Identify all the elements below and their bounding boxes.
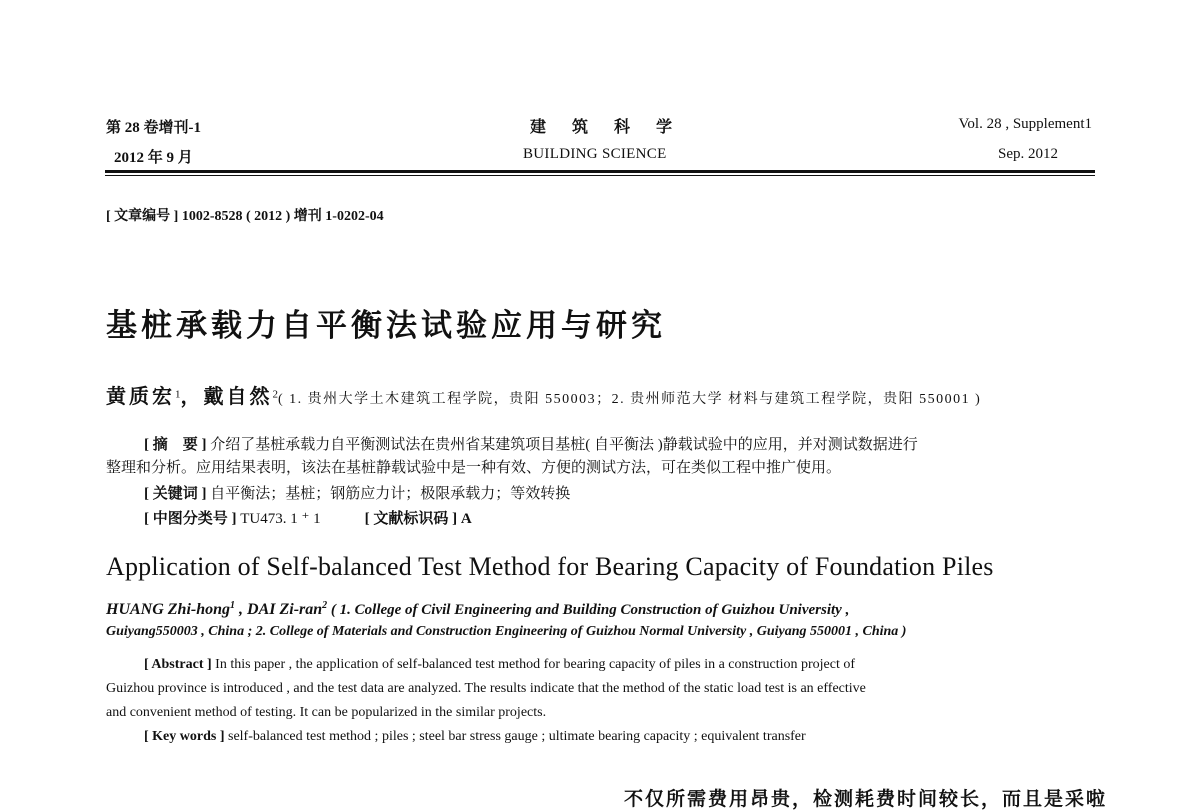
clc-value: TU473. 1 ⁺ 1 [240,511,321,527]
abstract-cn-line-1 [144,433,918,454]
article-number: [ 文章编号 ] 1002-8528 ( 2012 ) 增刊 1-0202-04 [106,209,384,224]
keywords-cn [144,482,570,503]
publication-date-cn: 2012 年 9 月 [114,150,193,166]
abstract-cn-label: [ 摘 要 ] [144,437,207,453]
journal-name-cn: 建筑科学 [530,117,699,136]
author-separator-cn: ， [180,386,204,408]
keywords-en-label: [ Key words ] [144,729,225,744]
author-2-en-sup: 2 [322,600,328,611]
author-2-cn: 戴自然 [203,386,273,408]
header-rule-thick [105,170,1095,173]
author-separator-en: , [235,601,248,618]
keywords-cn-label: [ 关键词 ] [144,486,207,502]
abstract-cn-text-1: 介绍了基桩承载力自平衡测试法在贵州省某建筑项目基桩( 自平衡法 )静载试验中的应用，并对测试数据进行 [210,437,918,453]
doc-code-value: A [460,511,472,527]
authors-en-line-1 [106,600,849,619]
clc-label: [ 中图分类号 ] [144,511,237,527]
author-1-en: HUANG Zhi-hong [106,601,231,618]
abstract-en-text-1: In this paper , the application of self-balanced test method for bearing capacity of piles in a construction project of [211,657,856,672]
author-1-cn: 黄质宏 [106,386,175,408]
affiliation-en-2: Guiyang550003 , China ; 2. College of Materials and Construction Engineering of Guizhou Normal University , Guiyang 550001 , China ) [106,624,907,639]
title-en: Application of Self-balanced Test Method for Bearing Capacity of Foundation Piles [106,552,994,581]
doc-code-label: [ 文献标识码 ] [364,511,458,527]
author-1-en-sup: 1 [230,600,236,611]
publication-date-en: Sep. 2012 [998,146,1058,162]
keywords-cn-text: 自平衡法；基桩；钢筋应力计；极限承载力；等效转换 [210,486,571,502]
volume-issue-en: Vol. 28 , Supplement1 [958,116,1092,132]
keywords-en [144,729,806,745]
author-2-en: DAI Zi-ran [247,601,323,618]
affiliation-en-1: ( 1. College of Civil Engineering and Building Construction of Guizhou University , [327,602,850,618]
affiliation-cn: ( 1. 贵州大学土木建筑工程学院，贵阳 550003；2. 贵州师范大学 材料与建筑工程学院，贵阳 550001 ) [278,392,982,407]
volume-issue-cn: 第 28 卷增刊-1 [106,120,201,136]
author-1-sup: 1 [175,388,181,401]
header-rule-thin [105,175,1095,176]
title-cn: 基桩承载力自平衡法试验应用与研究 [106,308,666,344]
abstract-en-label: [ Abstract ] [144,657,212,672]
authors-cn [106,380,981,409]
abstract-en-line-1 [144,657,855,673]
journal-name-en: BUILDING SCIENCE [523,146,667,162]
keywords-en-text: self-balanced test method ; piles ; steel bar stress gauge ; ultimate bearing capacity ; equivalent transfer [224,729,806,744]
body-text-fragment: 不仅所需费用昂贵，检测耗费时间较长，而且是采啦 [624,789,1108,810]
abstract-cn-line-2: 整理和分析。应用结果表明，该法在基桩静载试验中是一种有效、方便的测试方法，可在类似工程中推广使用。 [106,460,842,476]
classification-cn [144,507,472,528]
author-2-sup: 2 [272,388,278,401]
abstract-en-line-3: and convenient method of testing. It can be popularized in the similar projects. [106,705,547,720]
abstract-en-line-2: Guizhou province is introduced , and the test data are analyzed. The results indicate that the method of the static load test is an effective [106,681,866,696]
